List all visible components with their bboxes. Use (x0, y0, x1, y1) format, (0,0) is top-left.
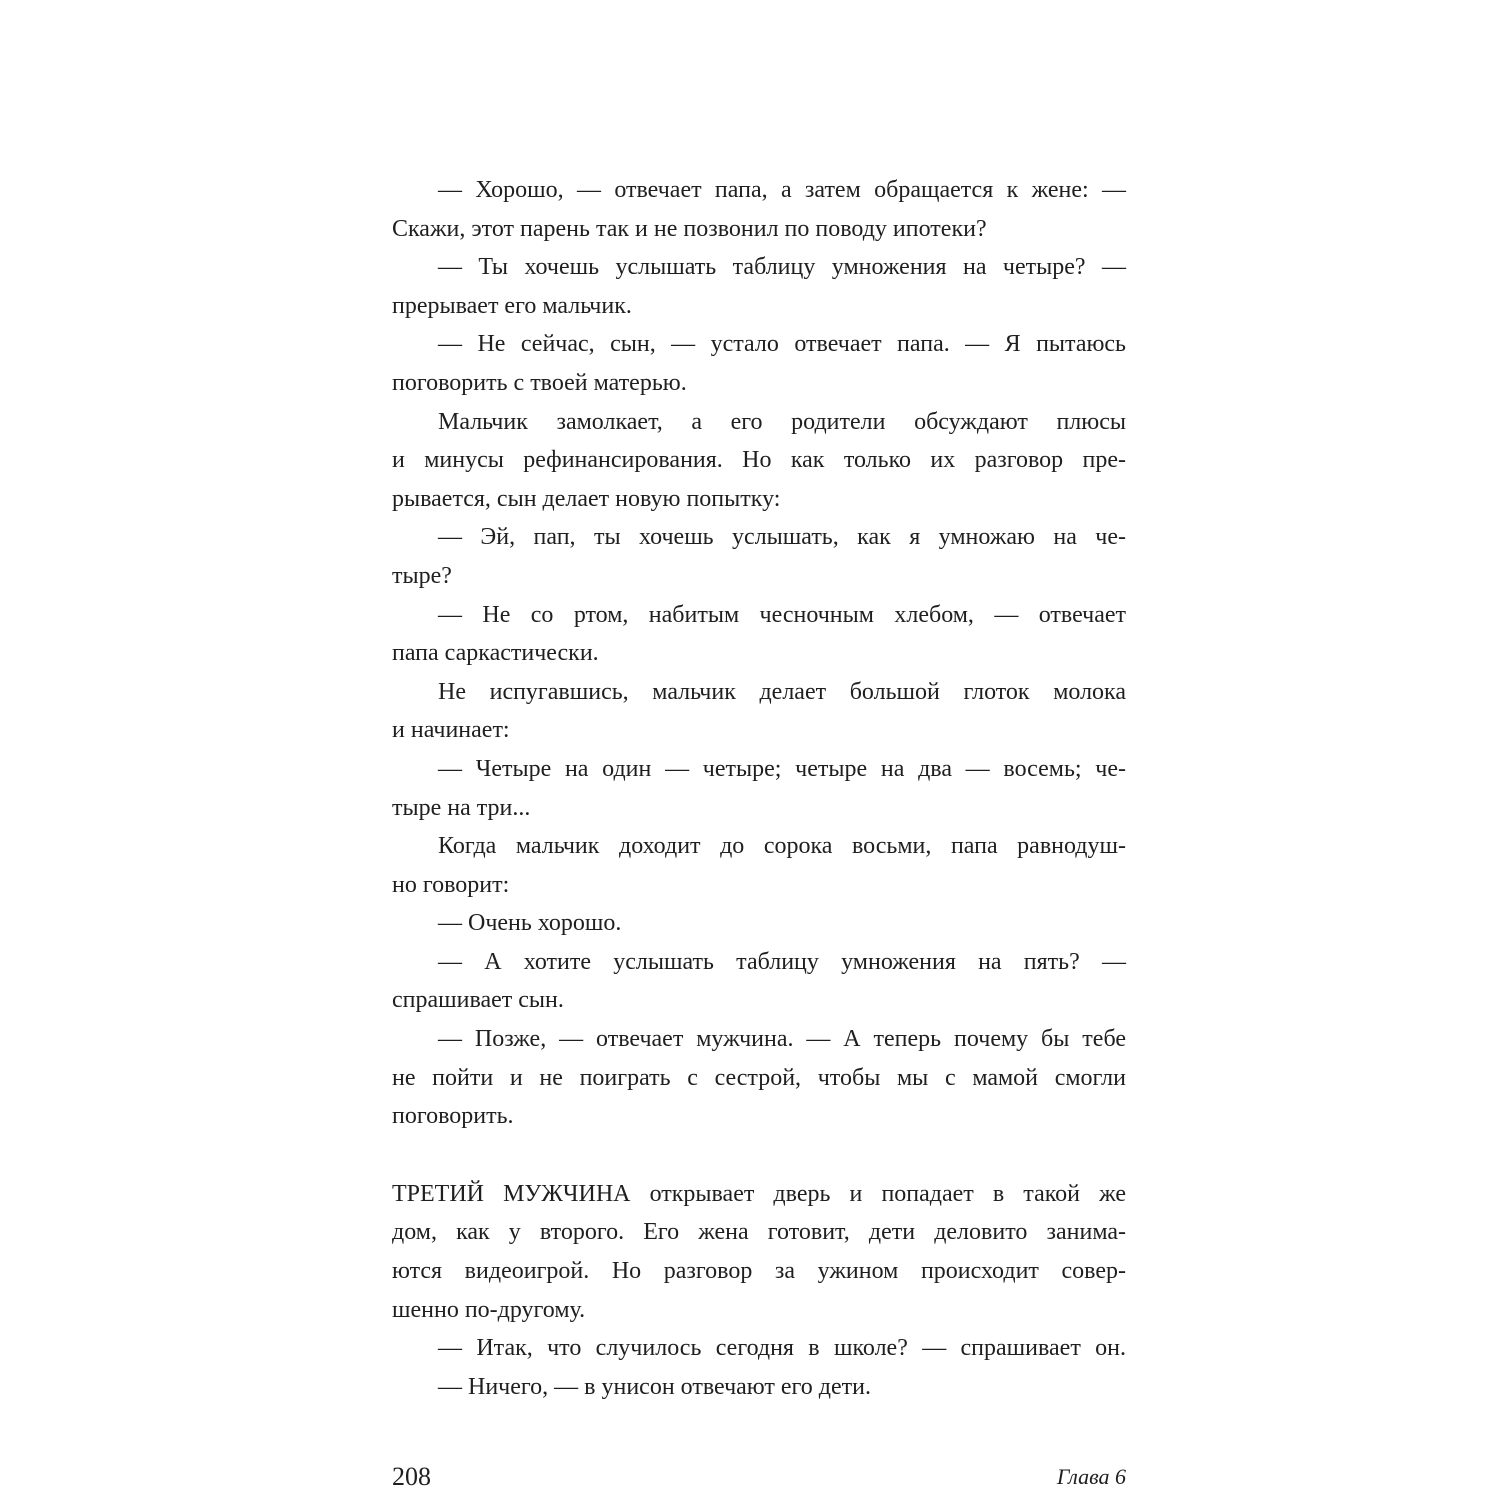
page-number: 208 (392, 1462, 431, 1491)
text-line: — Ничего, — в унисон отвечают его дети. (438, 1373, 871, 1400)
text-line: — Очень хорошо. (438, 910, 622, 937)
text-line: шенно по-другому. (392, 1296, 586, 1323)
text-line: тыре? (392, 562, 452, 589)
text-line: — Эй, пап, ты хочешь услышать, как я умножаю на че- (438, 524, 1126, 551)
text-line: — А хотите услышать таблицу умножения на пять? — (438, 948, 1126, 975)
page-body-text (392, 171, 1126, 1406)
text-line: — Позже, — отвечает мужчина. — А теперь почему бы тебе (438, 1026, 1126, 1053)
text-line: — Хорошо, — отвечает папа, а затем обращается к жене: — (438, 177, 1126, 203)
text-line: — Итак, что случилось сегодня в школе? — спрашивает он. (438, 1335, 1126, 1362)
text-line: Мальчик замолкает, а его родители обсуждают плюсы (438, 408, 1126, 435)
text-line: и начинает: (392, 717, 510, 744)
text-line: спрашивает сын. (392, 987, 564, 1014)
text-line: поговорить с твоей матерью. (392, 369, 687, 396)
text-line: Не испугавшись, мальчик делает большой глоток молока (438, 678, 1126, 705)
text-line: — Четыре на один — четыре; четыре на два — восемь; че- (438, 755, 1126, 782)
text-line: не пойти и не поиграть с сестрой, чтобы мы с мамой смогли (392, 1064, 1126, 1091)
text-line: папа саркастически. (392, 640, 599, 667)
text-line: дом, как у второго. Его жена готовит, дети деловито занима- (392, 1219, 1126, 1246)
text-line: Когда мальчик доходит до сорока восьми, папа равнодуш- (438, 833, 1126, 860)
text-line: Скажи, этот парень так и не позвонил по поводу ипотеки? (392, 215, 987, 242)
text-line: прерывает его мальчик. (392, 292, 632, 319)
text-line: и минусы рефинансирования. Но как только их разговор пре- (392, 447, 1126, 474)
text-line: — Ты хочешь услышать таблицу умножения на четыре? — (438, 254, 1126, 281)
text-line: поговорить. (392, 1103, 514, 1130)
text-line: рывается, сын делает новую попытку: (392, 485, 781, 512)
text-line: — Не со ртом, набитым чесночным хлебом, — отвечает (438, 601, 1126, 628)
text-line: ТРЕТИЙ МУЖЧИНА открывает дверь и попадает в такой же (392, 1180, 1126, 1207)
text-line: но говорит: (392, 871, 510, 898)
chapter-label: Глава 6 (1056, 1464, 1126, 1489)
text-line: ются видеоигрой. Но разговор за ужином происходит совер- (392, 1258, 1126, 1285)
text-line: — Не сейчас, сын, — устало отвечает папа. — Я пытаюсь (438, 331, 1126, 358)
text-line: тыре на три... (392, 794, 531, 821)
page-footer (392, 1462, 1126, 1498)
